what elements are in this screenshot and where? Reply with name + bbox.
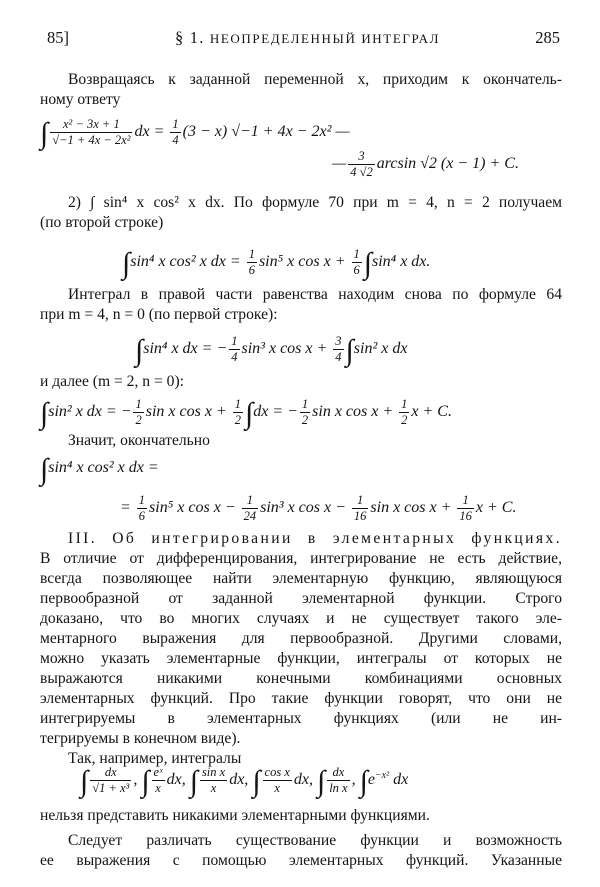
section-3-line-3: всегда позволяющее найти элементарную функцию, являющуюся: [40, 570, 562, 587]
paragraph-2-line-1: Интеграл в правой части равенства находим снова по формуле 64: [68, 286, 562, 303]
equation-5-line-1: ∫sin⁴ x cos² x dx =: [40, 453, 159, 486]
header-title-group: [175, 28, 440, 48]
equation-1-line-1: ∫ $\frac{\text{x² − 3x + 1}}{\text{√−1 + 4x − 2x²}}$ dx = $\frac{1}{4}$ (3 − x) √−1 + 4x − 2x² —: [40, 117, 350, 151]
section-3-line-11: тегрируемы в конечном виде).: [40, 730, 241, 747]
section-3-heading: III. Об интегрировании в элементарных функциях.: [68, 530, 562, 547]
eq1-fraction: $\frac{\text{x² − 3x + 1}}{\text{√−1 + 4x − 2x²}}$: [52, 117, 131, 147]
equation-4: ∫sin² x dx = − $\frac{1}{2}$ sin x cos x + $\frac{1}{2}$ ∫dx = − $\frac{1}{2}$ sin x cos x + $\frac{1}{2}$ x + C.: [40, 397, 452, 431]
section-3-paragraph: [40, 529, 562, 769]
section-3-line-5: доказано, что во многих случаях и не существует такого эле-: [40, 610, 562, 627]
section-3-line-7: можно указать элементарные функции, интегралы от которых не: [40, 650, 562, 667]
paragraph-4: Значит, окончательно: [68, 432, 210, 449]
item-2-paragraph: [40, 193, 562, 233]
equation-3: ∫sin⁴ x dx = − $\frac{1}{4}$ sin³ x cos x + $\frac{3}{4}$ ∫sin² x dx: [135, 334, 408, 368]
paragraph-2: [40, 285, 562, 325]
section-3-line-12: Так, например, интегралы: [68, 750, 242, 767]
equation-1-line-2: — $\frac{3}{4 √2}$ arcsin √2 (x − 1) + C.: [332, 149, 519, 179]
equation-2: ∫sin⁴ x cos² x dx = $\frac{1}{6}$ sin⁵ x cos x + $\frac{1}{6}$ ∫sin⁴ x dx.: [122, 247, 431, 281]
paragraph-2-line-2: при m = 4, n = 0 (по первой строке):: [40, 306, 278, 323]
section-3-line-2: В отличие от дифференцирования, интегрирование не есть действие,: [40, 550, 562, 567]
header-left-number: 85]: [47, 28, 69, 47]
section-3-line-9: элементарных функций. Про такие функции говорят, что они не: [40, 690, 562, 707]
section-3-line-10: интегрируемы в элементарных функциях (или не ин-: [40, 710, 562, 727]
tail-paragraph: [40, 831, 562, 871]
tail-line-2: Следует различать существование функции и возможность: [68, 832, 562, 849]
intro-line-2: ному ответу: [40, 91, 121, 108]
equation-6-integral-list: ∫ $\frac{dx}{\text{√1 + x³}}$ , ∫ $\frac{\text{eˣ}}{x}$ dx, ∫ $\frac{\text{sin x}}{x}$ dx, ∫ $\frac{\text{cos x}}{x}$ dx, ∫ $\frac{dx}{\text{ln x}}$ , $\int e^{-x^2}$ dx: [80, 765, 409, 799]
header-section-mark: § 1.: [175, 28, 205, 47]
section-3-line-6: ментарного выражения для первообразной. Другими словами,: [40, 630, 562, 647]
section-3-line-4: первообразной от заданной элементарной функции. Строго: [40, 590, 562, 607]
paragraph-3: и далее (m = 2, n = 0):: [40, 373, 184, 390]
section-3-line-8: выражаются никакими конечными комбинациями основных: [40, 670, 562, 687]
tail-line-3: ее выражения с помощью элементарных функций. Указанные: [40, 852, 562, 869]
equation-5-line-2: = $\frac{1}{6}$ sin⁵ x cos x − $\frac{1}{24}$ sin³ x cos x − $\frac{1}{16}$ sin x cos x + $\frac{1}{16}$ x + C.: [120, 493, 517, 523]
page-number: 285: [535, 28, 560, 47]
item-2-line-2: (по второй строке): [40, 214, 164, 231]
header-title: НЕОПРЕДЕЛЕННЫЙ ИНТЕГРАЛ: [209, 31, 441, 46]
running-header: [0, 28, 600, 54]
intro-line-1: Возвращаясь к заданной переменной x, приходим к окончатель-: [68, 71, 562, 88]
tail-line-1: нельзя представить никакими элементарными функциями.: [40, 807, 430, 824]
item-2-line-1: 2) ∫ sin⁴ x cos² x dx. По формуле 70 при m = 4, n = 2 получаем: [68, 194, 562, 211]
intro-paragraph: [40, 70, 562, 110]
